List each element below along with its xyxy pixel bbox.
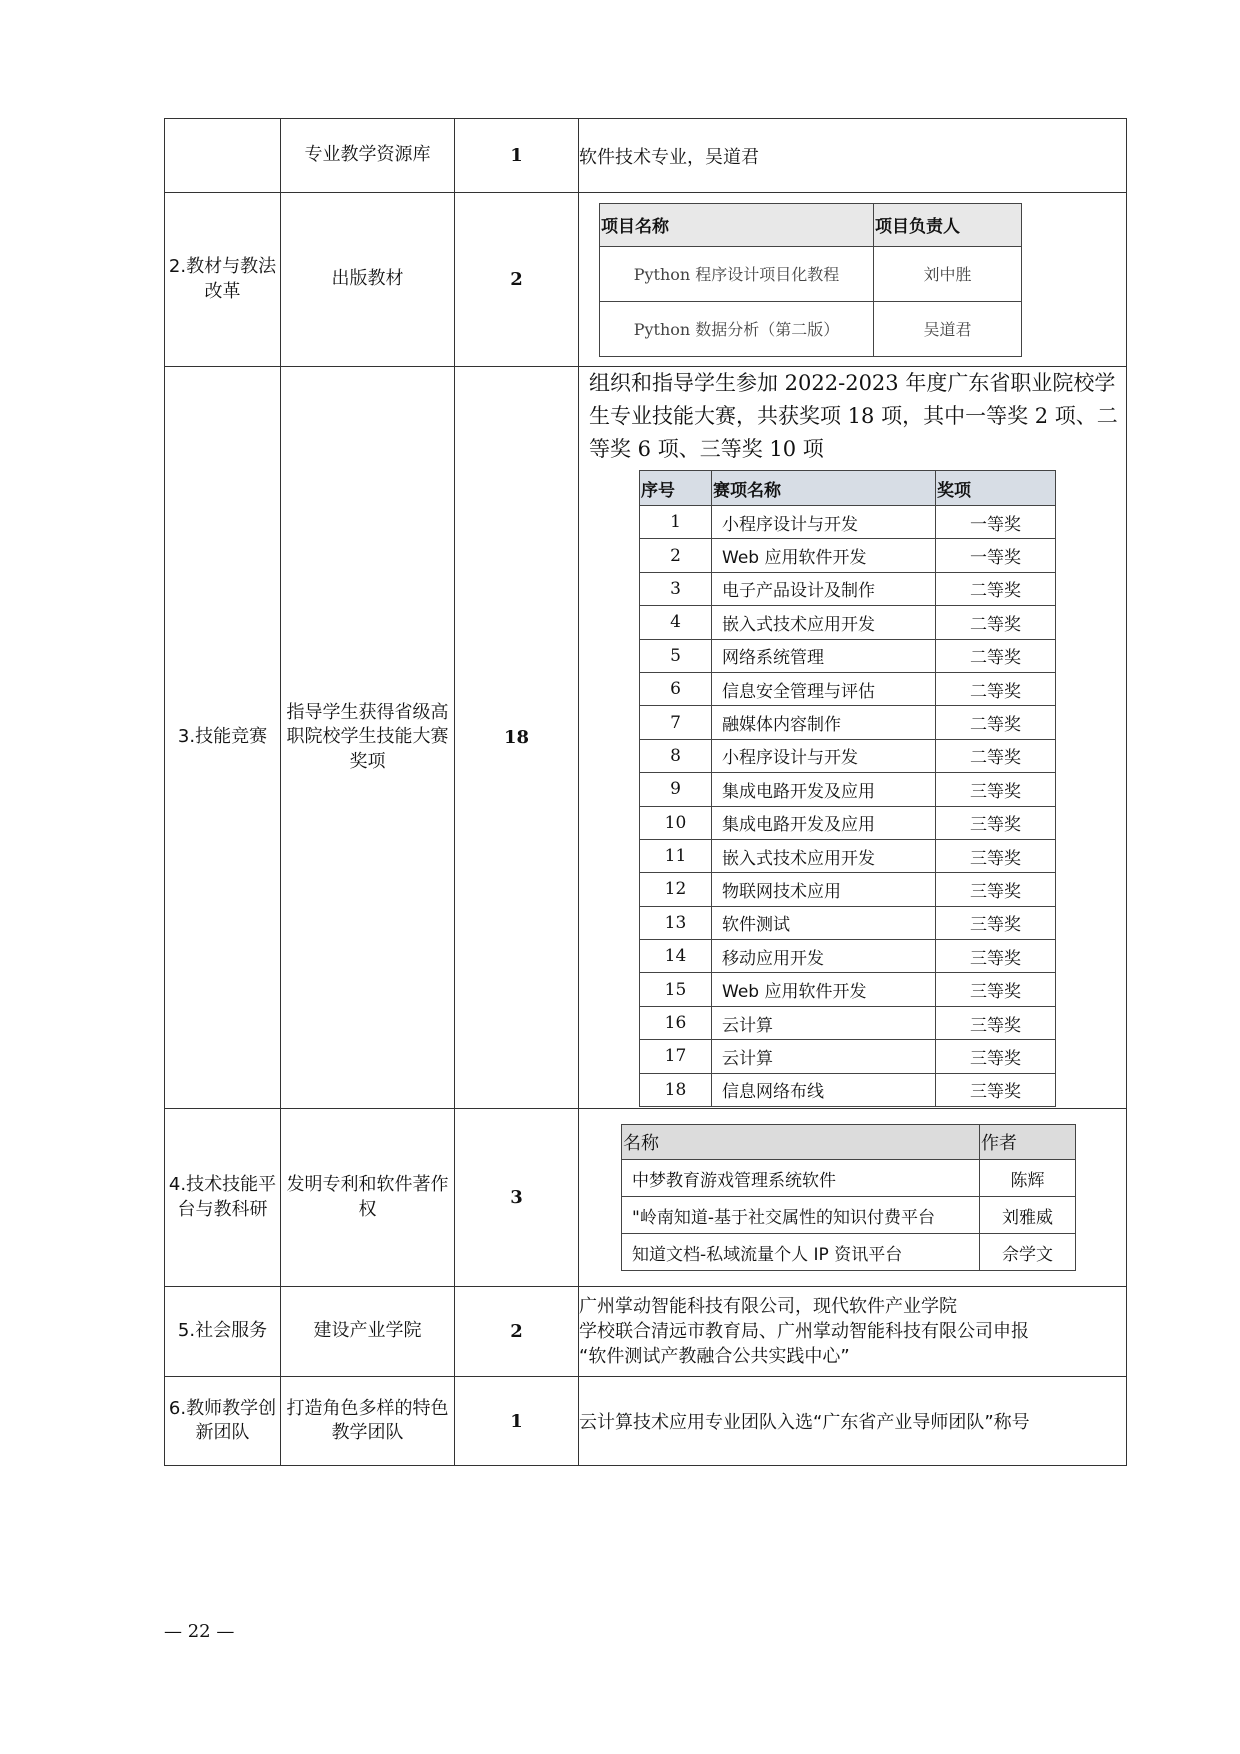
table-cell: 13 (640, 906, 712, 939)
table-cell: 三等奖 (936, 1006, 1056, 1039)
table-cell: 2 (640, 539, 712, 572)
service-line: 广州掌动智能科技有限公司，现代软件产业学院 (579, 1296, 957, 1318)
table-row (640, 906, 1056, 939)
table-cell: 三等奖 (936, 773, 1056, 806)
column-header: 赛项名称 (712, 471, 936, 506)
table-cell: 小程序设计与开发 (712, 506, 936, 539)
table-row (165, 1377, 1127, 1466)
table-cell: 信息安全管理与评估 (712, 672, 936, 705)
table-row (640, 606, 1056, 639)
table-row (640, 1073, 1056, 1106)
table-cell: 网络系统管理 (712, 639, 936, 672)
category-cell: 4.技术技能平台与教科研 (165, 1109, 281, 1287)
competition-table (639, 470, 1056, 1107)
count-cell: 1 (455, 1377, 579, 1466)
service-line: 学校联合清远市教育局、广州掌动智能科技有限公司申报 (579, 1321, 1029, 1343)
table-row (640, 1006, 1056, 1039)
table-row (640, 940, 1056, 973)
count-cell: 18 (455, 367, 579, 1109)
achievement-table (164, 118, 1127, 1466)
count-cell: 2 (455, 193, 579, 367)
table-row (640, 706, 1056, 739)
table-row (640, 839, 1056, 872)
table-row (165, 119, 1127, 193)
column-header: 项目负责人 (874, 203, 1022, 246)
table-row (165, 367, 1127, 1109)
table-row (640, 539, 1056, 572)
column-header: 名称 (622, 1125, 980, 1160)
detail-cell (579, 193, 1127, 367)
table-cell: 二等奖 (936, 672, 1056, 705)
table-cell: 信息网络布线 (712, 1073, 936, 1106)
table-cell: 知道文档-私域流量个人 IP 资讯平台 (622, 1234, 980, 1271)
detail-cell (579, 1287, 1127, 1377)
table-cell: 融媒体内容制作 (712, 706, 936, 739)
item-cell: 发明专利和软件著作权 (281, 1109, 455, 1287)
table-cell: 集成电路开发及应用 (712, 806, 936, 839)
category-cell: 3.技能竞赛 (165, 367, 281, 1109)
table-cell: 二等奖 (936, 606, 1056, 639)
table-cell: 云计算 (712, 1040, 936, 1073)
column-header: 项目名称 (600, 203, 874, 246)
table-row (640, 1040, 1056, 1073)
table-cell: 三等奖 (936, 873, 1056, 906)
table-cell: 二等奖 (936, 739, 1056, 772)
detail-cell (579, 367, 1127, 1109)
page-number: — 22 — (164, 1621, 235, 1642)
category-cell: 2.教材与教法改革 (165, 193, 281, 367)
table-cell: 5 (640, 639, 712, 672)
table-cell: 三等奖 (936, 940, 1056, 973)
item-cell: 建设产业学院 (281, 1287, 455, 1377)
table-cell: 8 (640, 739, 712, 772)
table-cell: 17 (640, 1040, 712, 1073)
table-cell: 一等奖 (936, 539, 1056, 572)
detail-cell: 云计算技术应用专业团队入选“广东省产业导师团队”称号 (579, 1377, 1127, 1466)
table-row (600, 301, 1022, 356)
table-row (165, 193, 1127, 367)
table-cell: 二等奖 (936, 572, 1056, 605)
table-cell: 二等奖 (936, 639, 1056, 672)
item-cell: 指导学生获得省级高职院校学生技能大赛奖项 (281, 367, 455, 1109)
table-cell: 吴道君 (874, 301, 1022, 356)
service-line: “软件测试产教融合公共实践中心” (579, 1346, 850, 1368)
table-cell: 嵌入式技术应用开发 (712, 839, 936, 872)
table-row (640, 672, 1056, 705)
patent-table (621, 1124, 1076, 1271)
table-row (640, 506, 1056, 539)
table-cell: 刘中胜 (874, 246, 1022, 301)
column-header: 作者 (980, 1125, 1076, 1160)
table-cell: 15 (640, 973, 712, 1006)
category-cell: 6.教师教学创新团队 (165, 1377, 281, 1466)
table-cell: 三等奖 (936, 1040, 1056, 1073)
table-cell: 嵌入式技术应用开发 (712, 606, 936, 639)
table-cell: 三等奖 (936, 839, 1056, 872)
column-header: 奖项 (936, 471, 1056, 506)
table-cell: 集成电路开发及应用 (712, 773, 936, 806)
table-cell: 佘学文 (980, 1234, 1076, 1271)
table-cell: 6 (640, 672, 712, 705)
table-cell: 中梦教育游戏管理系统软件 (622, 1160, 980, 1197)
table-cell: Python 数据分析（第二版） (600, 301, 874, 356)
category-cell (165, 119, 281, 193)
table-row (640, 639, 1056, 672)
count-cell: 3 (455, 1109, 579, 1287)
table-cell: 三等奖 (936, 906, 1056, 939)
table-row (165, 1287, 1127, 1377)
table-cell: 二等奖 (936, 706, 1056, 739)
item-cell: 打造角色多样的特色教学团队 (281, 1377, 455, 1466)
table-cell: 16 (640, 1006, 712, 1039)
textbook-table (599, 203, 1022, 357)
count-cell: 2 (455, 1287, 579, 1377)
table-cell: 14 (640, 940, 712, 973)
table-row (622, 1197, 1076, 1234)
table-cell: 12 (640, 873, 712, 906)
table-cell: 移动应用开发 (712, 940, 936, 973)
table-row (640, 806, 1056, 839)
detail-cell: 软件技术专业，吴道君 (579, 119, 1127, 193)
table-cell: 三等奖 (936, 1073, 1056, 1106)
detail-cell (579, 1109, 1127, 1287)
table-cell: 软件测试 (712, 906, 936, 939)
table-cell: Python 程序设计项目化教程 (600, 246, 874, 301)
category-cell: 5.社会服务 (165, 1287, 281, 1377)
table-row (622, 1234, 1076, 1271)
table-cell: Web 应用软件开发 (712, 539, 936, 572)
table-cell: 1 (640, 506, 712, 539)
table-cell: 三等奖 (936, 973, 1056, 1006)
table-cell: 刘雅威 (980, 1197, 1076, 1234)
column-header: 序号 (640, 471, 712, 506)
table-row (640, 773, 1056, 806)
table-row (640, 739, 1056, 772)
table-cell: 18 (640, 1073, 712, 1106)
table-row (600, 246, 1022, 301)
item-cell: 出版教材 (281, 193, 455, 367)
table-cell: 4 (640, 606, 712, 639)
competition-summary: 组织和指导学生参加 2022-2023 年度广东省职业院校学生专业技能大赛，共获奖项 18 项，其中一等奖 2 项、二等奖 6 项、三等奖 10 项 (589, 371, 1118, 461)
table-row (640, 873, 1056, 906)
table-cell: 一等奖 (936, 506, 1056, 539)
table-cell: 10 (640, 806, 712, 839)
table-cell: 3 (640, 572, 712, 605)
table-cell: 7 (640, 706, 712, 739)
table-cell: 9 (640, 773, 712, 806)
table-cell: 物联网技术应用 (712, 873, 936, 906)
table-row (622, 1160, 1076, 1197)
table-row (640, 973, 1056, 1006)
table-cell: 云计算 (712, 1006, 936, 1039)
table-cell: 电子产品设计及制作 (712, 572, 936, 605)
table-cell: "岭南知道-基于社交属性的知识付费平台 (622, 1197, 980, 1234)
table-cell: 11 (640, 839, 712, 872)
table-cell: Web 应用软件开发 (712, 973, 936, 1006)
table-cell: 小程序设计与开发 (712, 739, 936, 772)
item-cell: 专业教学资源库 (281, 119, 455, 193)
table-row (640, 572, 1056, 605)
table-row (165, 1109, 1127, 1287)
table-cell: 陈辉 (980, 1160, 1076, 1197)
count-cell: 1 (455, 119, 579, 193)
table-cell: 三等奖 (936, 806, 1056, 839)
